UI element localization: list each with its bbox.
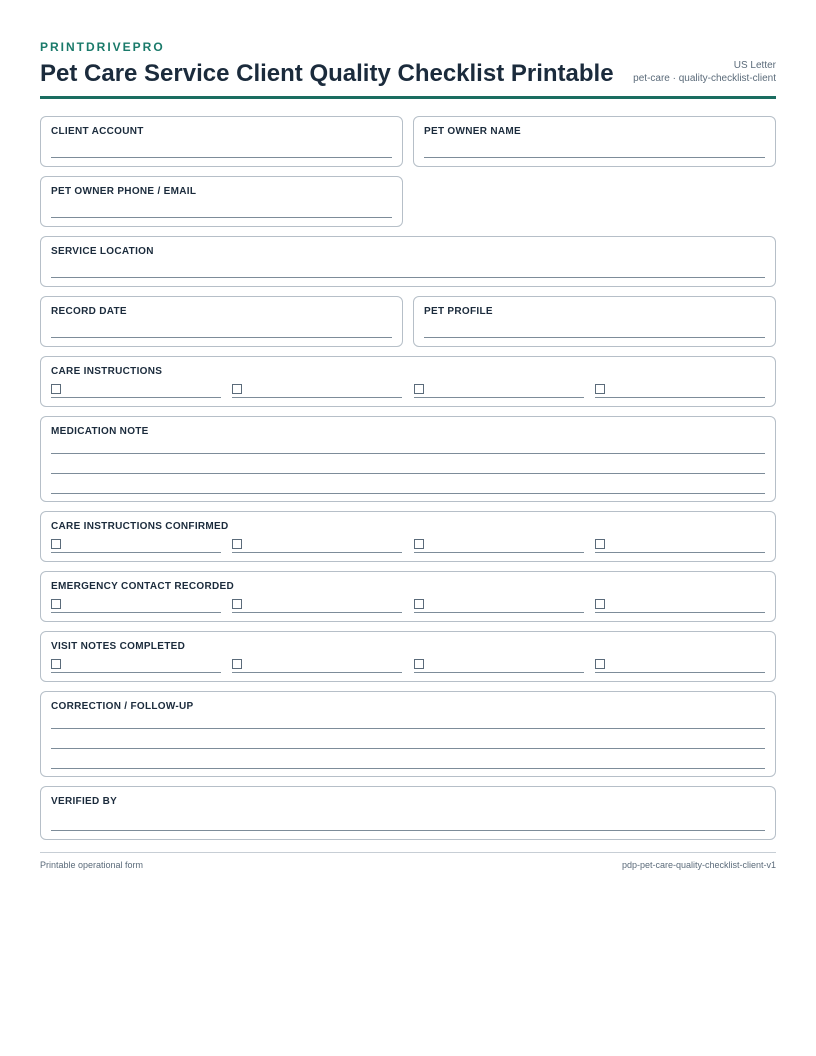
write-line[interactable] bbox=[51, 748, 765, 749]
field-label: PET OWNER PHONE / EMAIL bbox=[51, 186, 197, 197]
pet-owner-contact-field[interactable] bbox=[40, 176, 403, 227]
medication-note-field[interactable] bbox=[40, 416, 776, 502]
checkbox-item[interactable] bbox=[51, 658, 221, 673]
checkbox-item[interactable] bbox=[414, 598, 584, 613]
document-slug: pet-care · quality-checklist-client bbox=[633, 73, 776, 84]
field-label: VERIFIED BY bbox=[51, 796, 118, 807]
field-label: CLIENT ACCOUNT bbox=[51, 126, 144, 137]
field-label: CORRECTION / FOLLOW-UP bbox=[51, 701, 194, 712]
client-account-field[interactable] bbox=[40, 116, 403, 167]
correction-follow-up-field[interactable] bbox=[40, 691, 776, 777]
write-line[interactable] bbox=[414, 397, 584, 398]
checkbox-row bbox=[51, 658, 765, 673]
write-line[interactable] bbox=[51, 830, 765, 831]
checkbox[interactable] bbox=[414, 659, 424, 669]
write-line[interactable] bbox=[595, 672, 765, 673]
write-line[interactable] bbox=[51, 397, 221, 398]
write-line[interactable] bbox=[424, 337, 765, 338]
write-line[interactable] bbox=[51, 672, 221, 673]
checkbox[interactable] bbox=[51, 659, 61, 669]
field-label: RECORD DATE bbox=[51, 306, 127, 317]
write-line[interactable] bbox=[51, 728, 765, 729]
write-line[interactable] bbox=[51, 493, 765, 494]
footer-note: Printable operational form bbox=[40, 860, 144, 870]
checkbox-item[interactable] bbox=[51, 538, 221, 553]
field-label: MEDICATION NOTE bbox=[51, 426, 149, 437]
pet-profile-field[interactable] bbox=[413, 296, 776, 347]
checkbox-row bbox=[51, 598, 765, 613]
write-line[interactable] bbox=[414, 612, 584, 613]
checkbox[interactable] bbox=[414, 384, 424, 394]
checkbox-item[interactable] bbox=[414, 538, 584, 553]
checkbox-item[interactable] bbox=[232, 598, 402, 613]
field-label: PET OWNER NAME bbox=[424, 126, 521, 137]
write-line[interactable] bbox=[51, 453, 765, 454]
write-line[interactable] bbox=[595, 552, 765, 553]
field-label: CARE INSTRUCTIONS bbox=[51, 366, 163, 377]
header-divider bbox=[40, 96, 776, 99]
visit-notes-completed-field bbox=[40, 631, 776, 682]
write-line[interactable] bbox=[414, 672, 584, 673]
write-line[interactable] bbox=[232, 552, 402, 553]
checkbox[interactable] bbox=[51, 599, 61, 609]
checkbox-item[interactable] bbox=[595, 658, 765, 673]
checkbox-item[interactable] bbox=[595, 538, 765, 553]
write-line[interactable] bbox=[51, 217, 392, 218]
record-date-field[interactable] bbox=[40, 296, 403, 347]
checkbox[interactable] bbox=[414, 539, 424, 549]
verified-by-field[interactable] bbox=[40, 786, 776, 840]
write-line[interactable] bbox=[232, 672, 402, 673]
write-line[interactable] bbox=[51, 768, 765, 769]
checkbox-item[interactable] bbox=[232, 383, 402, 398]
care-instructions-field bbox=[40, 356, 776, 407]
checkbox[interactable] bbox=[51, 539, 61, 549]
write-line[interactable] bbox=[51, 473, 765, 474]
write-line[interactable] bbox=[51, 157, 392, 158]
write-line[interactable] bbox=[414, 552, 584, 553]
checkbox-item[interactable] bbox=[51, 383, 221, 398]
field-label: PET PROFILE bbox=[424, 306, 493, 317]
footer-divider bbox=[40, 852, 776, 853]
checkbox[interactable] bbox=[232, 599, 242, 609]
write-line[interactable] bbox=[424, 157, 765, 158]
form-id: pdp-pet-care-quality-checklist-client-v1 bbox=[621, 860, 776, 870]
form-page bbox=[40, 40, 776, 88]
checkbox[interactable] bbox=[232, 659, 242, 669]
write-line[interactable] bbox=[51, 337, 392, 338]
checkbox-row bbox=[51, 538, 765, 553]
checkbox[interactable] bbox=[595, 599, 605, 609]
write-line[interactable] bbox=[51, 277, 765, 278]
checkbox[interactable] bbox=[595, 659, 605, 669]
field-label: VISIT NOTES COMPLETED bbox=[51, 641, 186, 652]
write-line[interactable] bbox=[232, 397, 402, 398]
field-label: CARE INSTRUCTIONS CONFIRMED bbox=[51, 521, 229, 532]
write-line[interactable] bbox=[595, 397, 765, 398]
paper-size: US Letter bbox=[733, 60, 776, 71]
checkbox[interactable] bbox=[51, 384, 61, 394]
page-title: Pet Care Service Client Quality Checklist Printable bbox=[40, 60, 614, 87]
write-line[interactable] bbox=[595, 612, 765, 613]
service-location-field[interactable] bbox=[40, 236, 776, 287]
pet-owner-name-field[interactable] bbox=[413, 116, 776, 167]
write-line[interactable] bbox=[232, 612, 402, 613]
checkbox-item[interactable] bbox=[595, 598, 765, 613]
write-line[interactable] bbox=[51, 612, 221, 613]
checkbox[interactable] bbox=[232, 384, 242, 394]
document-meta bbox=[633, 59, 776, 85]
checkbox-item[interactable] bbox=[232, 658, 402, 673]
checkbox-item[interactable] bbox=[51, 598, 221, 613]
write-line[interactable] bbox=[51, 552, 221, 553]
emergency-contact-recorded-field bbox=[40, 571, 776, 622]
checkbox[interactable] bbox=[595, 384, 605, 394]
checkbox-item[interactable] bbox=[414, 383, 584, 398]
brand-name: PRINTDRIVEPRO bbox=[40, 40, 165, 54]
field-label: SERVICE LOCATION bbox=[51, 246, 154, 257]
checkbox[interactable] bbox=[595, 539, 605, 549]
checkbox-item[interactable] bbox=[595, 383, 765, 398]
checkbox-item[interactable] bbox=[414, 658, 584, 673]
field-label: EMERGENCY CONTACT RECORDED bbox=[51, 581, 234, 592]
checkbox-item[interactable] bbox=[232, 538, 402, 553]
checkbox-row bbox=[51, 383, 765, 398]
checkbox[interactable] bbox=[414, 599, 424, 609]
checkbox[interactable] bbox=[232, 539, 242, 549]
care-instructions-confirmed-field bbox=[40, 511, 776, 562]
